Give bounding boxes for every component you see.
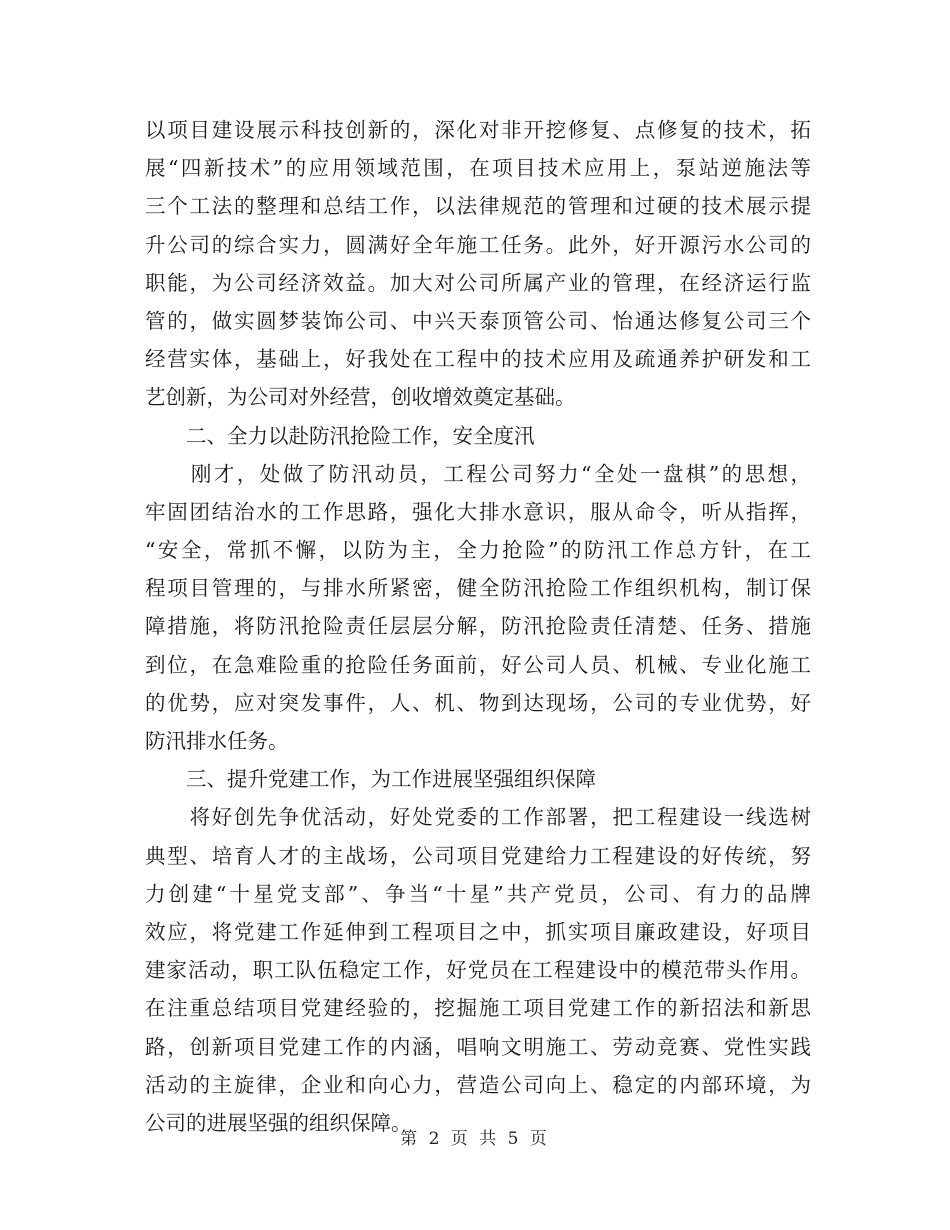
text-line: 在注重总结项目党建经验的，挖掘施工项目党建工作的新招法和新思 [145,996,811,1021]
text-line: 经营实体，基础上，好我处在工程中的技术应用及疏通养护研发和工 [145,347,811,372]
text-line: 三个工法的整理和总结工作，以法律规范的管理和过硬的技术展示提 [145,194,811,219]
page-number: 第 2 页 共 5 页 [400,1129,550,1149]
text-line: 将好创先争优活动，好处党委的工作部署，把工程建设一线选树 [145,805,811,830]
text-line: 职能，为公司经济效益。加大对公司所属产业的管理，在经济运行监 [145,270,811,295]
text-line: 刚才，处做了防汛动员，工程公司努力“全处一盘棋”的思想， [145,461,811,486]
text-line: 效应，将党建工作延伸到工程项目之中，抓实项目廉政建设，好项目 [145,919,811,944]
text-line: 典型、培育人才的主战场，公司项目党建给力工程建设的好传统，努 [145,843,811,868]
text-line: 以项目建设展示科技创新的，深化对非开挖修复、点修复的技术，拓 [145,118,811,142]
text-line: 的优势，应对突发事件，人、机、物到达现场，公司的专业优势，好 [145,690,811,715]
text-line: 展“四新技术”的应用领域范围，在项目技术应用上，泵站逆施法等 [145,156,811,181]
text-line: 升公司的综合实力，圆满好全年施工任务。此外，好开源污水公司的 [145,232,811,257]
text-line: 牢固团结治水的工作思路，强化大排水意识，服从命令，听从指挥， [145,499,811,524]
text-line: 建家活动，职工队伍稳定工作，好党员在工程建设中的模范带头作用。 [145,958,811,983]
document-body [145,111,811,1142]
text-line: 程项目管理的，与排水所紧密，健全防汛抢险工作组织机构，制订保 [145,576,811,601]
text-line: 到位，在急难险重的抢险任务面前，好公司人员、机械、专业化施工 [145,652,811,677]
text-line: 活动的主旋律，企业和向心力，营造公司向上、稳定的内部环境，为 [145,1072,811,1097]
text-line: 艺创新，为公司对外经营，创收增效奠定基础。 [145,385,576,410]
text-line: 管的，做实圆梦装饰公司、中兴天泰顶管公司、怡通达修复公司三个 [145,308,811,333]
section-heading: 三、提升党建工作，为工作进展坚强组织保障 [145,767,596,792]
text-line: 路，创新项目党建工作的内涵，唱响文明施工、劳动竞赛、党性实践 [145,1034,811,1059]
section-heading: 二、全力以赴防汛抢险工作，安全度汛 [145,423,535,448]
text-line: “安全，常抓不懈，以防为主，全力抢险”的防汛工作总方针，在工 [145,538,811,563]
text-line: 公司的进展坚强的组织保障。 [145,1110,412,1135]
text-line: 障措施，将防汛抢险责任层层分解，防汛抢险责任清楚、任务、措施 [145,614,811,639]
text-line: 防汛排水任务。 [145,729,289,753]
text-line: 力创建“十星党支部”、争当“十星”共产党员，公司、有力的品牌 [145,881,811,906]
